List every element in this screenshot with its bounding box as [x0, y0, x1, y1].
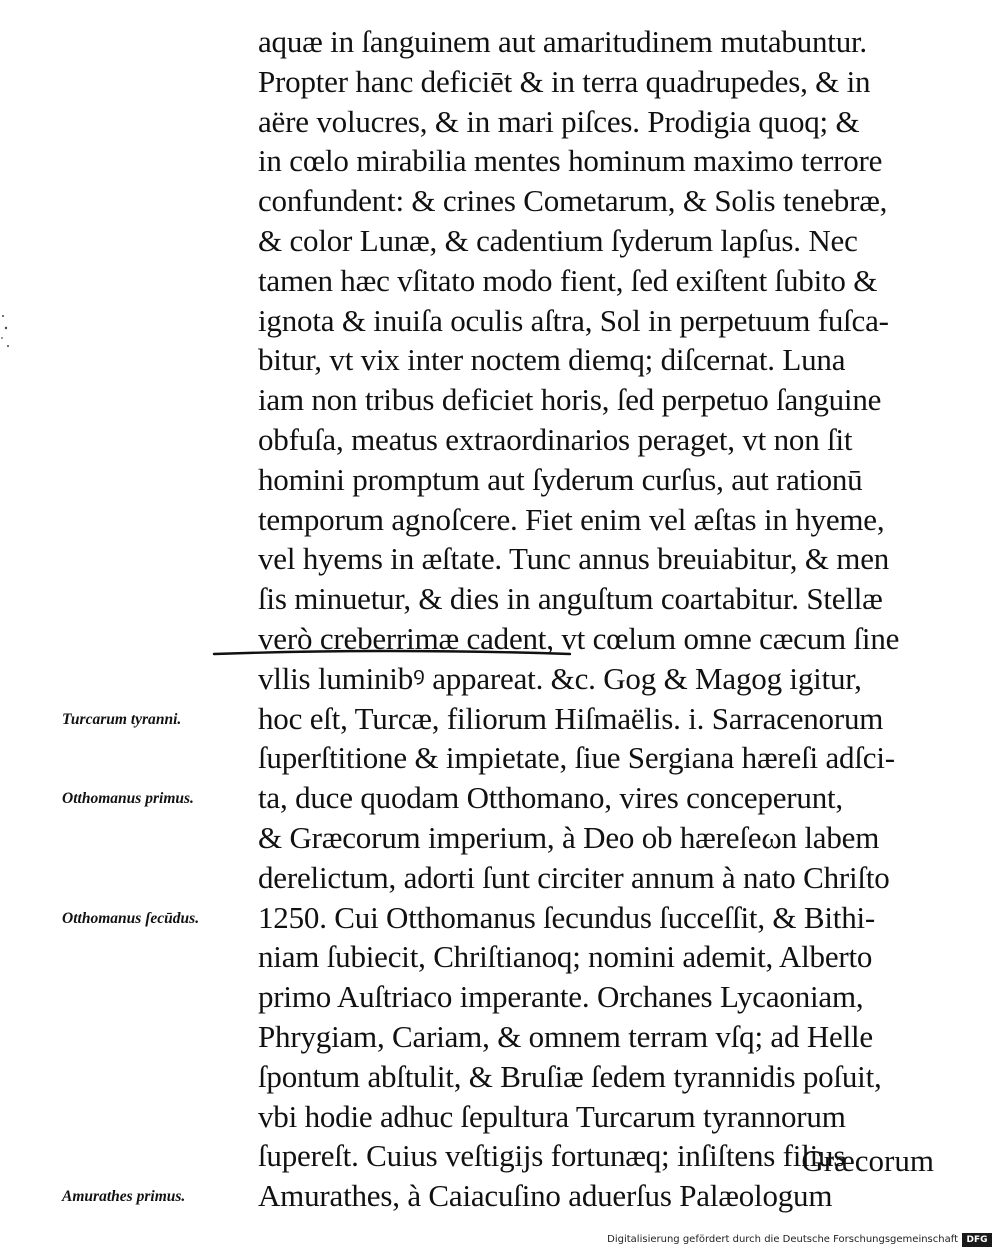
text-line: tamen hæc vſitato modo fient, ſed exiſtent ſubito &: [258, 262, 878, 298]
text-line: aëre volucres, & in mari piſces. Prodigia quoq; &: [258, 103, 860, 139]
text-line: verò creberrimæ cadent, vt cœlum omne cæcum ſine: [258, 621, 900, 656]
text-line: & Græcorum imperium, à Deo ob hæreſeωn labem: [258, 820, 880, 855]
marginal-note: Otthomanus ſecūdus.: [62, 909, 200, 927]
text-line: temporum agnoſcere. Fiet enim vel æſtas in hyeme,: [258, 501, 885, 537]
text-line: homini promptum aut ſyderum curſus, aut rationū: [258, 461, 863, 497]
text-line: ta, duce quodam Otthomano, vires conceperunt,: [258, 780, 843, 816]
text-line: vllis luminibꝰ appareat. &c. Gog & Magog igitur,: [258, 660, 862, 696]
text-line: & color Lunæ, & cadentium ſyderum lapſus. Nec: [258, 223, 858, 258]
text-line: hoc eſt, Turcæ, filiorum Hiſmaëlis. i. Sarracenorum: [258, 700, 884, 736]
text-line: ſis minuetur, & dies in anguſtum coartabitur. Stellæ: [258, 581, 883, 617]
text-line: bitur, vt vix inter noctem diemq; diſcernat. Luna: [258, 342, 846, 378]
catchword: Græcorum: [801, 1143, 934, 1178]
text-line: ſupereſt. Cuius veſtigijs fortunæq; inſiſtens filius: [258, 1138, 846, 1174]
text-line: aquæ in ſanguinem aut amaritudinem mutabuntur.: [258, 24, 867, 59]
text-line: confundent: & crines Cometarum, & Solis tenebræ,: [258, 183, 888, 219]
marginal-note: Otthomanus primus.: [62, 790, 194, 808]
text-line: Phrygiam, Cariam, & omnem terram vſq; ad Helle: [258, 1019, 873, 1054]
handwritten-underline: [212, 645, 572, 659]
text-line: ſuperſtitione & impietate, ſiue Sergiana hæreſi adſci-: [258, 740, 895, 776]
text-line: ignota & inuiſa oculis aſtra, Sol in perpetuum fuſca-: [258, 302, 889, 338]
text-line: obfuſa, meatus extraordinarios peraget, vt non ſit: [258, 422, 853, 457]
text-line: vbi hodie adhuc ſepultura Turcarum tyrannorum: [258, 1098, 846, 1134]
binding-specks: [0, 310, 12, 360]
text-line: primo Auſtriaco imperante. Orchanes Lycaoniam,: [258, 979, 864, 1015]
text-line: niam ſubiecit, Chriſtianoq; nomini ademit, Alberto: [258, 939, 873, 975]
marginal-note: Amurathes primus.: [62, 1188, 186, 1206]
text-line: Propter hanc deficiēt & in terra quadrupedes, & in: [258, 63, 871, 99]
digitization-credit: Digitalisierung gefördert durch die Deutsche Forschungsgemeinschaft: [607, 1234, 958, 1245]
text-line: 1250. Cui Otthomanus ſecundus ſucceſſit, & Bithi-: [258, 899, 876, 935]
marginal-note: Turcarum tyranni.: [62, 710, 182, 728]
text-line: iam non tribus deficiet horis, ſed perpetuo ſanguine: [258, 382, 882, 418]
text-line: vel hyems in æſtate. Tunc annus breuiabitur, & men: [258, 541, 890, 577]
text-line: derelictum, adorti ſunt circiter annum à nato Chriſto: [258, 859, 890, 895]
text-line: in cœlo mirabilia mentes hominum maximo terrore: [258, 143, 883, 179]
text-line: Amurathes, à Caiacuſino aduerſus Palæologum: [258, 1178, 833, 1214]
dfg-logo: DFG: [962, 1233, 992, 1247]
text-line: ſpontum abſtulit, & Bruſiæ ſedem tyrannidis poſuit,: [258, 1058, 882, 1094]
